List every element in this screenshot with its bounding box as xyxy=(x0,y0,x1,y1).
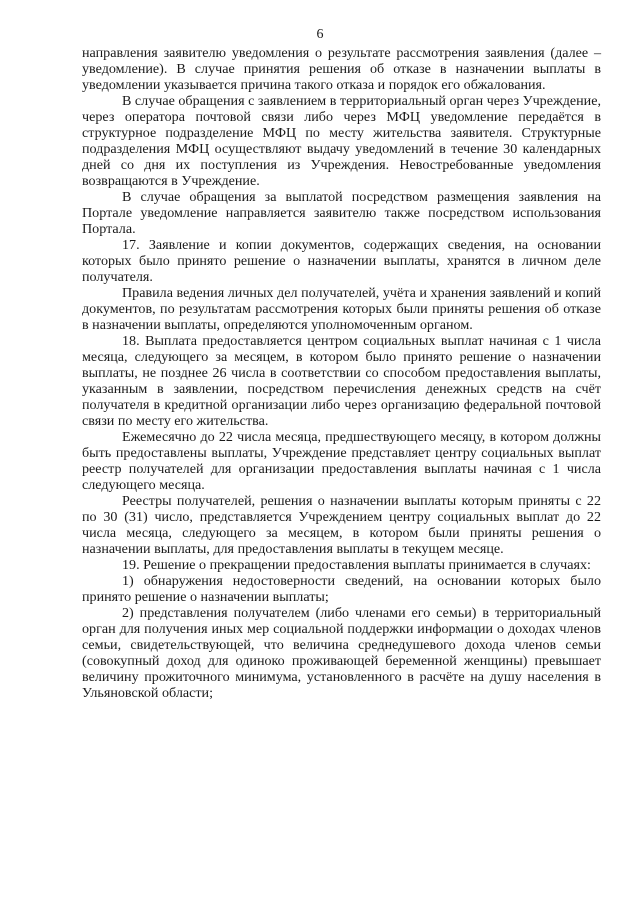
paragraph-item-17: 17. Заявление и копии документов, содержащих сведения, на основании которых было принято решение о назначении выплаты, хранятся в личном деле получателя. xyxy=(82,237,601,285)
paragraph-personal-files-rules: Правила ведения личных дел получателей, учёта и хранения заявлений и копий документов, по результатам рассмотрения которых были приняты решения об отказе в назначении выплаты, определяются уполномоченным органом. xyxy=(82,285,601,333)
paragraph-item-19: 19. Решение о прекращении предоставления выплаты принимается в случаях: xyxy=(122,557,591,573)
paragraph-continuation-notification: направления заявителю уведомления о результате рассмотрения заявления (далее – уведомление). В случае принятия решения об отказе в назначении выплаты в уведомлении указывается причина такого отказа и порядок его обжалования. xyxy=(82,45,601,93)
paragraph-mfc-notification: В случае обращения с заявлением в территориальный орган через Учреждение, через оператора почтовой связи либо через МФЦ уведомление передаётся в структурное подразделение МФЦ по месту жительства заявителя. Структурные подразделения МФЦ осуществляют выдачу уведомлений в течение 30 календарных дней со дня их поступления из Учреждения. Невостребованные уведомления возвращаются в Учреждение. xyxy=(82,93,601,189)
paragraph-portal-notification: В случае обращения за выплатой посредством размещения заявления на Портале уведомление направляется заявителю также посредством использования Портала. xyxy=(82,189,601,237)
paragraph-case-1: 1) обнаружения недостоверности сведений, на основании которых было принято решение о назначении выплаты; xyxy=(82,573,601,605)
paragraph-monthly-registry: Ежемесячно до 22 числа месяца, предшествующего месяцу, в котором должны быть предоставлены выплаты, Учреждение представляет центру социальных выплат реестр получателей для организации предоставления выплаты начиная с 1 числа следующего месяца. xyxy=(82,429,601,493)
document-body xyxy=(82,45,601,701)
paragraph-case-2: 2) представления получателем (либо членами его семьи) в территориальный орган для получения иных мер социальной поддержки информации о доходах членов семьи, свидетельствующей, что величина среднедушевого дохода членов семьи (совокупный доход для одиноко проживающей беременной женщины) превышает величину прожиточного минимума, установленного в расчёте на душу населения в Ульяновской области; xyxy=(82,605,601,701)
page-number: 6 xyxy=(316,27,324,42)
paragraph-item-18: 18. Выплата предоставляется центром социальных выплат начиная с 1 числа месяца, следующего за месяцем, в котором было принято решение о назначении выплаты, не позднее 26 числа в соответствии со способом предоставления выплаты, указанным в заявлении, посредством перечисления денежных средств на счёт получателя в кредитной организации либо через организацию федеральной почтовой связи по месту его жительства. xyxy=(82,333,601,429)
paragraph-registry-22-30: Реестры получателей, решения о назначении выплаты которым приняты с 22 по 30 (31) число, представляется Учреждением центру социальных выплат до 22 числа месяца, следующего за месяцем, в котором были приняты решения о назначении выплаты, для предоставления выплаты в текущем месяце. xyxy=(82,493,601,557)
